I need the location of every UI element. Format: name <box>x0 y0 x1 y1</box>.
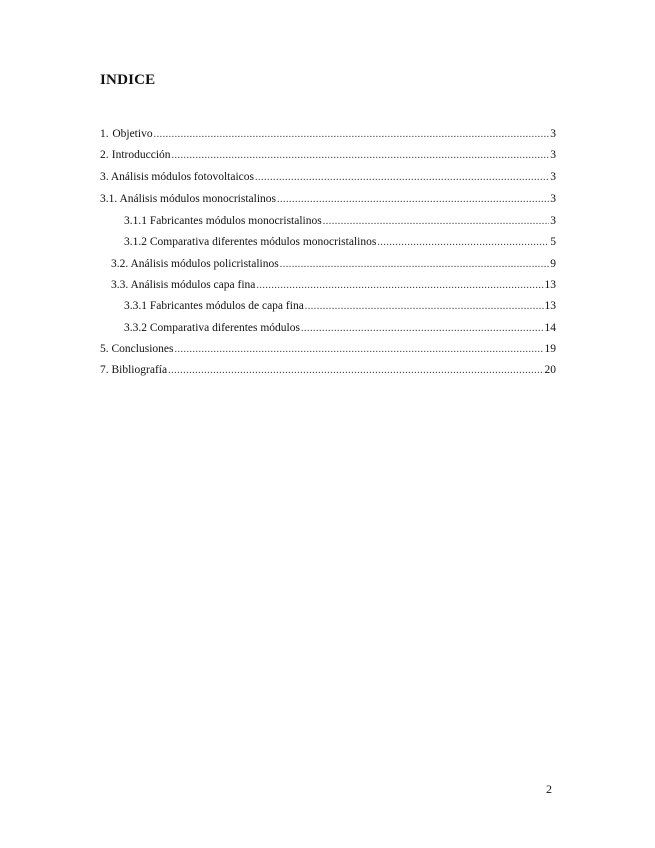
toc-entry-label: 3. Análisis módulos fotovoltaicos <box>100 171 254 183</box>
toc-entry-label: Objetivo <box>112 128 153 140</box>
toc-entry-page: 14 <box>544 322 556 334</box>
toc-leader-dots <box>168 364 543 378</box>
toc-entry-page: 19 <box>544 343 556 355</box>
toc-leader-dots <box>280 258 550 272</box>
toc-entry-page: 20 <box>544 364 556 376</box>
toc-leader-dots <box>377 236 549 250</box>
toc-entry-page: 5 <box>550 236 556 248</box>
toc-leader-dots <box>256 279 543 293</box>
toc-entry-page: 13 <box>544 279 556 291</box>
page-title: INDICE <box>100 72 156 88</box>
toc-entry-number: 1. <box>100 128 109 140</box>
toc-leader-dots <box>154 128 550 142</box>
toc-entry-analisis-capa-fina[interactable] <box>111 277 556 293</box>
toc-entry-page: 13 <box>544 300 556 312</box>
toc-entry-comparativa-monocristalinos[interactable] <box>124 234 556 250</box>
toc-leader-dots <box>172 149 550 163</box>
toc-entry-label: Introducción <box>111 149 171 161</box>
toc-leader-dots <box>174 343 543 357</box>
toc-entry-label: 3.2. Análisis módulos policristalinos <box>111 258 279 270</box>
toc-entry-comparativa-modulos[interactable] <box>124 320 556 336</box>
toc-entry-fabricantes-monocristalinos[interactable] <box>124 213 556 229</box>
toc-leader-dots <box>255 171 549 185</box>
toc-entry-bibliografia[interactable] <box>100 362 556 378</box>
toc-entry-fabricantes-capa-fina[interactable] <box>124 298 556 314</box>
toc-leader-dots <box>323 215 550 229</box>
toc-entry-label: 3.3. Análisis módulos capa fina <box>111 279 256 291</box>
toc-entry-page: 3 <box>550 193 556 205</box>
toc-entry-label: 3.1. Análisis módulos monocristalinos <box>100 193 277 205</box>
toc-entry-label: 3.3.2 Comparativa diferentes módulos <box>124 322 300 334</box>
toc-entry-analisis-modulos-fotovoltaicos[interactable] <box>100 169 556 185</box>
toc-entry-label: 3.3.1 Fabricantes módulos de capa fina <box>124 300 304 312</box>
toc-entry-analisis-monocristalinos[interactable] <box>100 191 556 207</box>
toc-entry-conclusiones[interactable] <box>100 341 556 357</box>
toc-entry-page: 9 <box>550 258 556 270</box>
toc-leader-dots <box>305 300 544 314</box>
toc-entry-page: 3 <box>550 215 556 227</box>
toc-entry-number: 2. <box>100 149 109 161</box>
page-number: 2 <box>546 782 552 796</box>
toc-entry-objetivo[interactable] <box>100 126 556 142</box>
toc-entry-label: 3.1.2 Comparativa diferentes módulos monocristalinos <box>124 236 377 248</box>
toc-entry-label: 3.1.1 Fabricantes módulos monocristalinos <box>124 215 322 227</box>
toc-entry-page: 3 <box>550 128 556 140</box>
toc-entry-page: 3 <box>550 171 556 183</box>
toc-entry-introduccion[interactable] <box>100 147 556 163</box>
toc-entry-page: 3 <box>550 149 556 161</box>
toc-entry-analisis-policristalinos[interactable] <box>111 256 556 272</box>
toc-leader-dots <box>277 193 549 207</box>
toc-leader-dots <box>301 322 544 336</box>
toc-entry-label: 5. Conclusiones <box>100 343 174 355</box>
toc-entry-label: 7. Bibliografía <box>100 364 168 376</box>
